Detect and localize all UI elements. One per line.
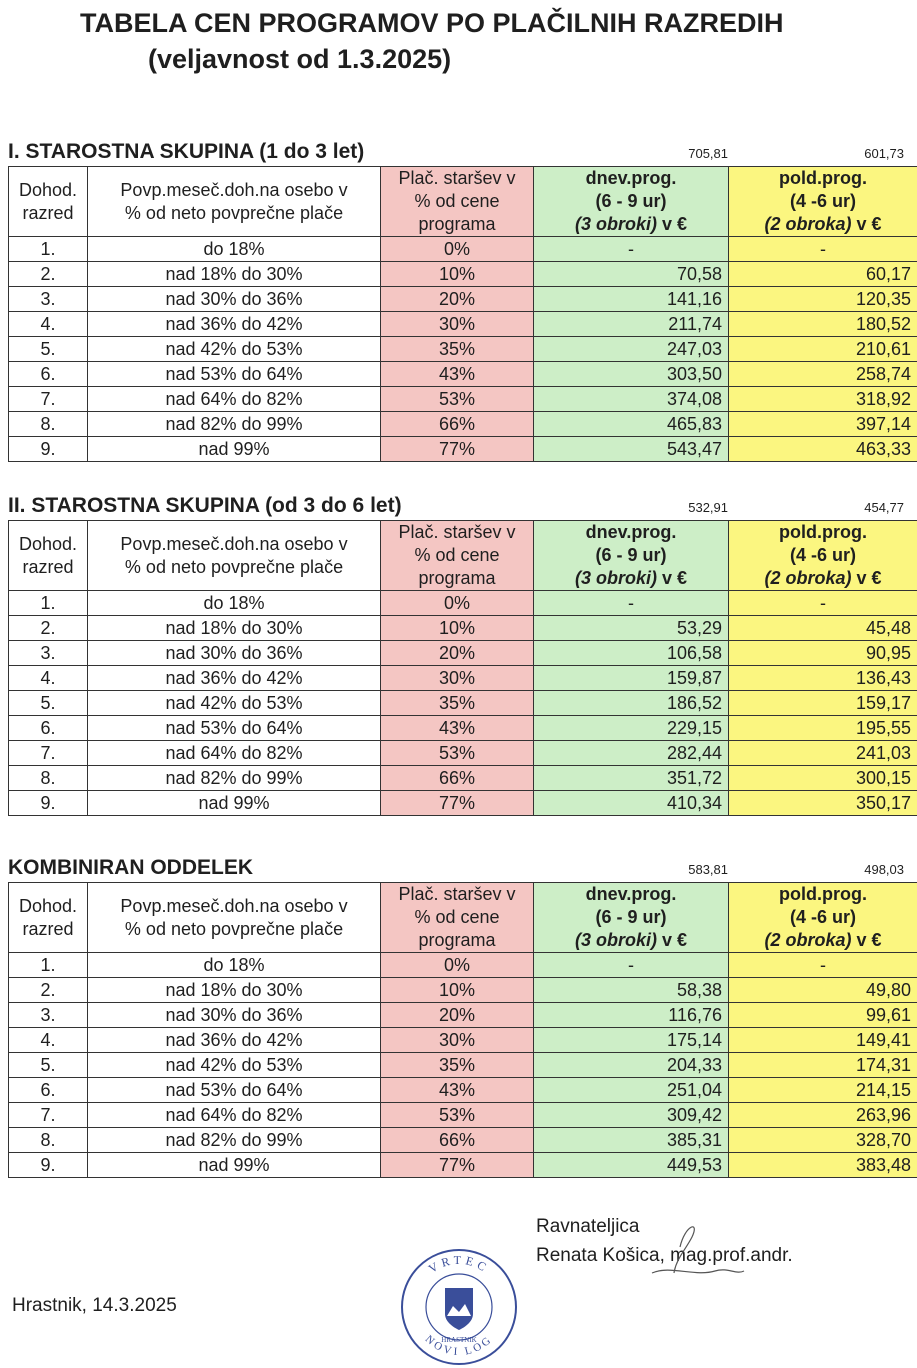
header-income-class: Dohod. razred [9, 883, 88, 953]
cell-income-range: nad 18% do 30% [88, 616, 381, 641]
base-price-day: 583,81 [688, 862, 728, 877]
cell-day-price: 449,53 [534, 1153, 729, 1178]
cell-parent-share: 0% [381, 591, 534, 616]
cell-parent-share: 53% [381, 741, 534, 766]
cell-half-day-price: 174,31 [729, 1053, 917, 1078]
cell-parent-share: 43% [381, 1078, 534, 1103]
coat-of-arms-icon [445, 1288, 473, 1330]
cell-half-day-price: 45,48 [729, 616, 917, 641]
cell-half-day-price: 350,17 [729, 791, 917, 816]
cell-parent-share: 10% [381, 262, 534, 287]
cell-parent-share: 10% [381, 616, 534, 641]
header-income-class: Dohod. razred [9, 521, 88, 591]
cell-income-class: 6. [9, 716, 88, 741]
cell-day-price: 204,33 [534, 1053, 729, 1078]
cell-income-class: 3. [9, 1003, 88, 1028]
cell-day-price: 543,47 [534, 437, 729, 462]
cell-parent-share: 43% [381, 716, 534, 741]
cell-parent-share: 20% [381, 641, 534, 666]
price-section [8, 494, 911, 816]
cell-day-price: 141,16 [534, 287, 729, 312]
cell-day-price: 106,58 [534, 641, 729, 666]
svg-text:VRTEC [426, 1253, 492, 1276]
cell-half-day-price: 120,35 [729, 287, 917, 312]
title-line-1: TABELA CEN PROGRAMOV PO PLAČILNIH RAZREDIH [80, 8, 784, 38]
table-row [9, 412, 917, 437]
cell-parent-share: 20% [381, 1003, 534, 1028]
table-header-row [9, 521, 917, 591]
table-row [9, 337, 917, 362]
cell-income-range: nad 42% do 53% [88, 1053, 381, 1078]
cell-day-price: 465,83 [534, 412, 729, 437]
cell-income-class: 2. [9, 978, 88, 1003]
header-parent-share: Plač. staršev v % od cene programa [381, 167, 534, 237]
header-income-range: Povp.meseč.doh.na osebo v % od neto povprečne plače [88, 883, 381, 953]
cell-half-day-price: 214,15 [729, 1078, 917, 1103]
stamp-top-text: VRTEC [426, 1252, 493, 1276]
header-income-range: Povp.meseč.doh.na osebo v % od neto povprečne plače [88, 167, 381, 237]
cell-parent-share: 53% [381, 1103, 534, 1128]
stamp-town: HRASTNIK [441, 1336, 477, 1344]
cell-income-range: nad 53% do 64% [88, 1078, 381, 1103]
base-price-day: 705,81 [688, 146, 728, 161]
cell-half-day-price: 99,61 [729, 1003, 917, 1028]
table-row [9, 287, 917, 312]
cell-parent-share: 10% [381, 978, 534, 1003]
cell-income-range: nad 30% do 36% [88, 641, 381, 666]
cell-income-class: 5. [9, 337, 88, 362]
cell-income-class: 5. [9, 691, 88, 716]
cell-half-day-price: 149,41 [729, 1028, 917, 1053]
kindergarten-stamp [398, 1246, 520, 1368]
table-row [9, 437, 917, 462]
cell-day-price: 282,44 [534, 741, 729, 766]
table-row [9, 791, 917, 816]
cell-half-day-price: - [729, 953, 917, 978]
cell-parent-share: 77% [381, 1153, 534, 1178]
cell-day-price: 116,76 [534, 1003, 729, 1028]
cell-income-range: nad 30% do 36% [88, 1003, 381, 1028]
cell-half-day-price: 463,33 [729, 437, 917, 462]
cell-income-class: 6. [9, 362, 88, 387]
cell-parent-share: 35% [381, 337, 534, 362]
cell-parent-share: 20% [381, 287, 534, 312]
cell-half-day-price: 195,55 [729, 716, 917, 741]
cell-income-range: nad 53% do 64% [88, 716, 381, 741]
cell-income-class: 3. [9, 287, 88, 312]
table-row [9, 1053, 917, 1078]
cell-income-range: nad 82% do 99% [88, 1128, 381, 1153]
cell-income-range: nad 18% do 30% [88, 262, 381, 287]
cell-parent-share: 35% [381, 691, 534, 716]
table-row [9, 616, 917, 641]
cell-day-price: 374,08 [534, 387, 729, 412]
cell-income-range: nad 42% do 53% [88, 337, 381, 362]
cell-half-day-price: 328,70 [729, 1128, 917, 1153]
base-price-half: 454,77 [864, 500, 904, 515]
cell-parent-share: 66% [381, 766, 534, 791]
table-header-row [9, 883, 917, 953]
header-parent-share: Plač. staršev v % od cene programa [381, 883, 534, 953]
table-row [9, 978, 917, 1003]
section-title: KOMBINIRAN ODDELEK [8, 856, 253, 879]
cell-income-class: 8. [9, 766, 88, 791]
cell-day-price: 229,15 [534, 716, 729, 741]
cell-income-range: nad 36% do 42% [88, 1028, 381, 1053]
cell-income-class: 5. [9, 1053, 88, 1078]
cell-income-class: 1. [9, 953, 88, 978]
cell-half-day-price: 136,43 [729, 666, 917, 691]
cell-half-day-price: 180,52 [729, 312, 917, 337]
header-income-class: Dohod. razred [9, 167, 88, 237]
cell-income-range: nad 30% do 36% [88, 287, 381, 312]
cell-income-class: 9. [9, 437, 88, 462]
cell-day-price: 58,38 [534, 978, 729, 1003]
cell-half-day-price: - [729, 237, 917, 262]
cell-half-day-price: 397,14 [729, 412, 917, 437]
cell-income-class: 4. [9, 312, 88, 337]
header-day-program: dnev.prog. (6 - 9 ur) (3 obroki) v € [534, 521, 729, 591]
cell-half-day-price: 318,92 [729, 387, 917, 412]
price-table [8, 882, 917, 1178]
cell-half-day-price: - [729, 591, 917, 616]
stamp-bottom-text: NOVI LOG [422, 1333, 496, 1359]
cell-parent-share: 66% [381, 412, 534, 437]
cell-day-price: 53,29 [534, 616, 729, 641]
cell-income-range: nad 99% [88, 437, 381, 462]
cell-income-range: nad 99% [88, 1153, 381, 1178]
base-price-day: 532,91 [688, 500, 728, 515]
cell-income-class: 9. [9, 1153, 88, 1178]
cell-income-class: 7. [9, 741, 88, 766]
table-row [9, 716, 917, 741]
table-row [9, 741, 917, 766]
cell-parent-share: 0% [381, 237, 534, 262]
signature-role: Ravnateljica [536, 1216, 640, 1237]
signature-name: Renata Košica, mag.prof.andr. [536, 1245, 793, 1266]
cell-day-price: 186,52 [534, 691, 729, 716]
cell-income-range: do 18% [88, 953, 381, 978]
cell-income-range: nad 64% do 82% [88, 387, 381, 412]
cell-half-day-price: 241,03 [729, 741, 917, 766]
table-row [9, 1028, 917, 1053]
header-half-day-program: pold.prog. (4 -6 ur) (2 obroka) v € [729, 883, 917, 953]
table-row [9, 237, 917, 262]
price-table [8, 166, 917, 462]
header-parent-share: Plač. staršev v % od cene programa [381, 521, 534, 591]
cell-parent-share: 77% [381, 791, 534, 816]
cell-income-range: do 18% [88, 237, 381, 262]
cell-day-price: 303,50 [534, 362, 729, 387]
price-section [8, 856, 911, 1178]
table-row [9, 953, 917, 978]
cell-half-day-price: 300,15 [729, 766, 917, 791]
section-title: II. STAROSTNA SKUPINA (od 3 do 6 let) [8, 494, 402, 517]
cell-income-range: nad 82% do 99% [88, 412, 381, 437]
cell-half-day-price: 258,74 [729, 362, 917, 387]
table-row [9, 262, 917, 287]
table-row [9, 666, 917, 691]
base-price-half: 498,03 [864, 862, 904, 877]
cell-day-price: 211,74 [534, 312, 729, 337]
header-day-program: dnev.prog. (6 - 9 ur) (3 obroki) v € [534, 167, 729, 237]
cell-day-price: 159,87 [534, 666, 729, 691]
cell-income-class: 7. [9, 387, 88, 412]
cell-day-price: - [534, 953, 729, 978]
cell-income-class: 1. [9, 591, 88, 616]
table-header-row [9, 167, 917, 237]
cell-day-price: 309,42 [534, 1103, 729, 1128]
cell-day-price: 385,31 [534, 1128, 729, 1153]
cell-income-class: 8. [9, 1128, 88, 1153]
cell-half-day-price: 210,61 [729, 337, 917, 362]
cell-day-price: - [534, 237, 729, 262]
table-row [9, 591, 917, 616]
section-title: I. STAROSTNA SKUPINA (1 do 3 let) [8, 140, 365, 163]
table-row [9, 312, 917, 337]
header-half-day-program: pold.prog. (4 -6 ur) (2 obroka) v € [729, 167, 917, 237]
place-and-date: Hrastnik, 14.3.2025 [12, 1295, 177, 1316]
handwritten-signature-icon [640, 1215, 750, 1285]
cell-income-range: nad 36% do 42% [88, 312, 381, 337]
table-row [9, 766, 917, 791]
cell-parent-share: 53% [381, 387, 534, 412]
cell-income-class: 7. [9, 1103, 88, 1128]
cell-parent-share: 77% [381, 437, 534, 462]
cell-half-day-price: 60,17 [729, 262, 917, 287]
table-row [9, 387, 917, 412]
cell-parent-share: 30% [381, 312, 534, 337]
cell-parent-share: 0% [381, 953, 534, 978]
cell-income-class: 1. [9, 237, 88, 262]
cell-day-price: - [534, 591, 729, 616]
cell-income-class: 4. [9, 666, 88, 691]
cell-parent-share: 30% [381, 1028, 534, 1053]
cell-day-price: 70,58 [534, 262, 729, 287]
table-row [9, 641, 917, 666]
table-row [9, 1103, 917, 1128]
cell-income-class: 6. [9, 1078, 88, 1103]
cell-parent-share: 35% [381, 1053, 534, 1078]
header-half-day-program: pold.prog. (4 -6 ur) (2 obroka) v € [729, 521, 917, 591]
cell-day-price: 410,34 [534, 791, 729, 816]
cell-income-range: nad 64% do 82% [88, 741, 381, 766]
cell-income-range: nad 42% do 53% [88, 691, 381, 716]
cell-half-day-price: 383,48 [729, 1153, 917, 1178]
cell-half-day-price: 159,17 [729, 691, 917, 716]
price-table [8, 520, 917, 816]
title-line-2: (veljavnost od 1.3.2025) [148, 44, 452, 74]
cell-income-range: nad 36% do 42% [88, 666, 381, 691]
cell-income-range: do 18% [88, 591, 381, 616]
cell-parent-share: 66% [381, 1128, 534, 1153]
cell-income-range: nad 99% [88, 791, 381, 816]
cell-income-class: 4. [9, 1028, 88, 1053]
table-row [9, 1128, 917, 1153]
cell-income-class: 3. [9, 641, 88, 666]
cell-income-class: 2. [9, 616, 88, 641]
cell-income-range: nad 64% do 82% [88, 1103, 381, 1128]
cell-day-price: 251,04 [534, 1078, 729, 1103]
cell-half-day-price: 49,80 [729, 978, 917, 1003]
cell-day-price: 247,03 [534, 337, 729, 362]
header-day-program: dnev.prog. (6 - 9 ur) (3 obroki) v € [534, 883, 729, 953]
cell-parent-share: 43% [381, 362, 534, 387]
cell-income-range: nad 18% do 30% [88, 978, 381, 1003]
cell-income-class: 2. [9, 262, 88, 287]
table-row [9, 1153, 917, 1178]
table-row [9, 1078, 917, 1103]
table-row [9, 362, 917, 387]
cell-income-class: 9. [9, 791, 88, 816]
price-section [8, 140, 911, 462]
cell-half-day-price: 90,95 [729, 641, 917, 666]
cell-income-range: nad 53% do 64% [88, 362, 381, 387]
cell-day-price: 175,14 [534, 1028, 729, 1053]
header-income-range: Povp.meseč.doh.na osebo v % od neto povprečne plače [88, 521, 381, 591]
cell-income-class: 8. [9, 412, 88, 437]
cell-half-day-price: 263,96 [729, 1103, 917, 1128]
table-row [9, 691, 917, 716]
base-price-half: 601,73 [864, 146, 904, 161]
cell-day-price: 351,72 [534, 766, 729, 791]
cell-income-range: nad 82% do 99% [88, 766, 381, 791]
table-row [9, 1003, 917, 1028]
cell-parent-share: 30% [381, 666, 534, 691]
